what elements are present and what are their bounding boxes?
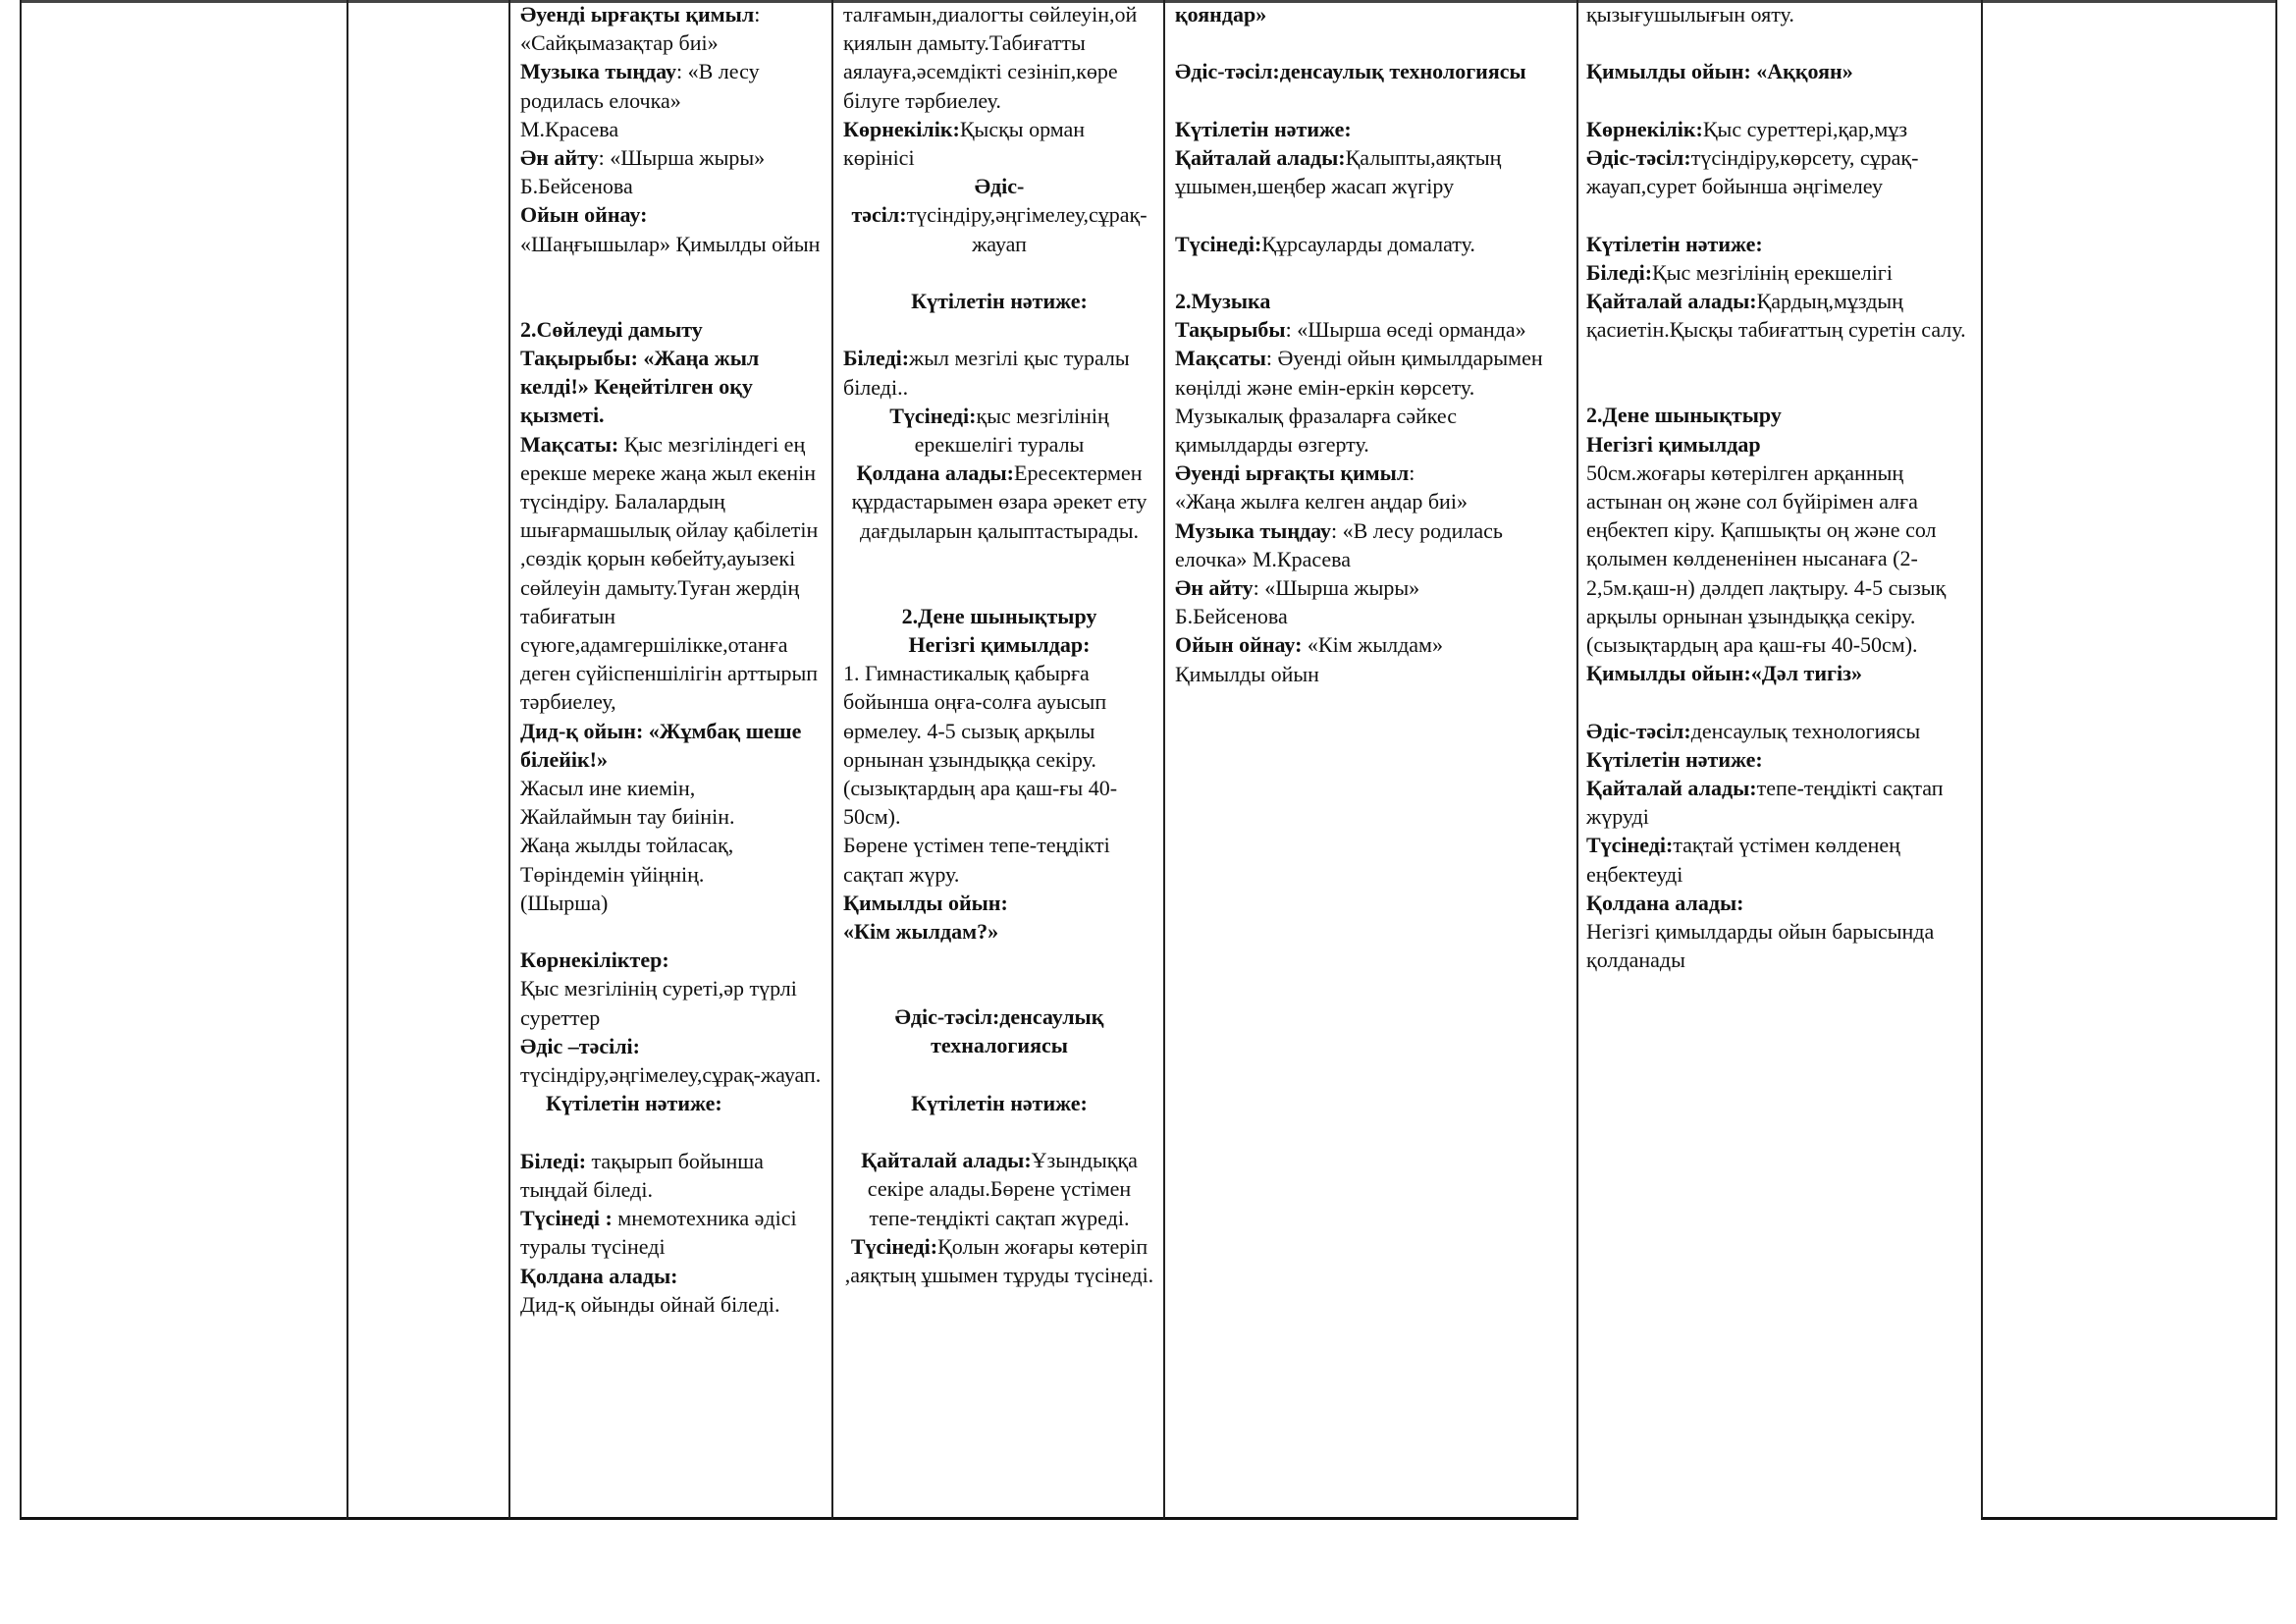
paragraph xyxy=(520,430,824,717)
paragraph xyxy=(1175,0,1567,28)
paragraph xyxy=(1586,287,1973,344)
paragraph xyxy=(1586,717,1973,745)
body-text: : «В лесу родилась елочка» xyxy=(520,59,760,113)
paragraph xyxy=(520,717,824,774)
table-column-1 xyxy=(20,0,348,1520)
bold-label: Қайталай алады: xyxy=(1175,144,1346,170)
paragraph-spacer xyxy=(520,917,824,946)
body-text: Ұзындыққа секіре алады.Бөрене үстімен тепе-теңдікті сақтап жүреді. xyxy=(867,1148,1138,1230)
body-text: Қыс суреттері,қар,мұз xyxy=(1702,116,1908,141)
bold-label: Түсінеді: xyxy=(1586,833,1674,858)
paragraph xyxy=(520,1060,824,1089)
paragraph xyxy=(1175,602,1567,630)
bold-label: Түсінеді: xyxy=(850,1233,938,1259)
paragraph xyxy=(1586,143,1973,200)
body-text: 1. Гимнастикалық қабырға бойынша оңға-солға ауысып өрмелеу. 4-5 сызық арқылы орнынан ұзындыққа секіру.(сызықтардың ара қаш-ғы 40-50см). xyxy=(843,661,1118,830)
bold-label: қояндар» xyxy=(1175,2,1267,27)
paragraph-spacer xyxy=(1586,687,1973,716)
paragraph xyxy=(520,1147,824,1204)
paragraph xyxy=(520,0,824,28)
bold-label: Күтілетін нәтиже: xyxy=(1586,231,1763,256)
bold-label: Музыка тыңдау xyxy=(1175,517,1332,543)
body-text: Бөрене үстімен тепе-теңдікті сақтап жүру. xyxy=(843,833,1110,887)
paragraph xyxy=(843,1089,1155,1117)
bold-label: Әдіс –тәсілі: xyxy=(520,1033,640,1058)
paragraph xyxy=(1175,57,1567,85)
bold-label: Күтілетін нәтиже: xyxy=(546,1091,722,1116)
body-text: : Әуенді ойын қимылдарымен көңілді және емін-еркін көрсету. Музыкалық фразаларға сәйкес қимылдарды өзгерту. xyxy=(1175,346,1543,457)
paragraph xyxy=(1175,115,1567,143)
paragraph xyxy=(1586,831,1973,888)
bold-label: Қимылды ойын:«Дәл тигіз» xyxy=(1586,661,1862,686)
body-text: «Сайқымазақтар биі» xyxy=(520,30,719,56)
bold-label: Музыка тыңдау xyxy=(520,59,677,84)
column-5-content xyxy=(1165,0,1576,688)
paragraph xyxy=(843,344,1155,401)
paragraph-spacer xyxy=(843,315,1155,344)
body-text: тақырып бойынша тыңдай біледі. xyxy=(520,1148,764,1202)
bold-label: Біледі: xyxy=(520,1148,592,1173)
paragraph xyxy=(1175,230,1567,258)
paragraph xyxy=(843,1002,1155,1059)
paragraph xyxy=(843,172,1155,258)
bold-label: Қолдана алады: xyxy=(520,1263,678,1288)
body-text: мнемотехника әдісі туралы түсінеді xyxy=(520,1206,797,1260)
body-text: Жаңа жылды тойласақ, xyxy=(520,833,734,858)
body-text: Б.Бейсенова xyxy=(520,174,633,199)
body-text: 50см.жоғары көтерілген арқанның астынан оң және сол бүйірімен алға еңбектеп кіру. Қапшықты оң және сол қолымен көлдененінен нысанаға (2-2,5м.қаш-н) дәлдеп лақтыру. 4-5 сызық арқылы орнынан ұзындыққа секіру.(сызықтардың ара қаш-ғы 40-50см). xyxy=(1586,460,1947,658)
paragraph xyxy=(843,917,1155,946)
bold-label: Негізгі қимылдар: xyxy=(908,632,1091,658)
bold-label: Күтілетін нәтиже: xyxy=(1586,746,1763,772)
bold-label: Біледі: xyxy=(843,346,910,371)
body-text: : «Шырша өседі орманда» xyxy=(1285,317,1526,343)
body-text: талғамын,диалогты сөйлеуін,ой қиялын дамыту.Табиғатты аялауға,әсемдікті сезініп,көре білуге тәрбиелеу. xyxy=(843,2,1138,113)
body-text: «Кім жылдам» xyxy=(1307,632,1443,658)
paragraph xyxy=(520,889,824,917)
paragraph xyxy=(843,602,1155,630)
paragraph xyxy=(843,659,1155,831)
bold-label: Түсінеді: xyxy=(1175,231,1262,256)
paragraph xyxy=(843,115,1155,172)
table-column-4 xyxy=(831,0,1165,1520)
paragraph xyxy=(1586,430,1973,459)
paragraph-spacer xyxy=(1586,28,1973,57)
bold-label: Әуенді ырғақты қимыл xyxy=(1175,460,1410,486)
paragraph xyxy=(843,1146,1155,1232)
paragraph xyxy=(1586,774,1973,831)
paragraph xyxy=(520,344,824,430)
body-text: Қолын жоғары көтеріп ,аяқтың ұшымен тұруды түсінеді. xyxy=(844,1233,1154,1288)
column-6-content xyxy=(1576,0,1983,974)
column-3-content xyxy=(510,0,833,1319)
bold-label: Ән айту xyxy=(1175,575,1254,600)
bold-label: «Кім жылдам?» xyxy=(843,919,999,945)
paragraph xyxy=(520,172,824,200)
paragraph xyxy=(520,315,824,344)
paragraph xyxy=(1175,630,1567,659)
bold-label: Тақырыбы xyxy=(1175,317,1286,343)
body-text: Қыс мезгілінің суреті,әр түрлі суреттер xyxy=(520,976,797,1030)
paragraph xyxy=(1175,143,1567,200)
bold-label: Күтілетін нәтиже: xyxy=(1175,116,1352,141)
table-column-2 xyxy=(347,0,510,1520)
bold-label: Қолдана алады: xyxy=(1586,890,1744,915)
paragraph xyxy=(1586,745,1973,774)
paragraph xyxy=(520,200,824,229)
bold-label: 2.Музыка xyxy=(1175,288,1271,313)
body-text: Жайлаймын тау биінін. xyxy=(520,804,735,830)
paragraph xyxy=(520,860,824,889)
bold-label: Әуенді ырғақты қимыл xyxy=(520,2,755,27)
paragraph xyxy=(1586,459,1973,659)
body-text: Ересектермен құрдастарымен өзара әрекет ету дағдыларын қалыптастырады. xyxy=(851,460,1148,543)
body-text: Қысқы орман көрінісі xyxy=(843,116,1086,171)
table-column-3 xyxy=(508,0,833,1520)
bold-label: Күтілетін нәтиже: xyxy=(911,1090,1088,1115)
paragraph xyxy=(520,1290,824,1319)
bold-label: Қайталай алады: xyxy=(1586,776,1757,801)
bold-label: Қимылды ойын: «Аққоян» xyxy=(1586,59,1853,84)
paragraph xyxy=(1175,573,1567,602)
paragraph-spacer xyxy=(1175,200,1567,229)
body-text: Құрсауларды домалату. xyxy=(1261,231,1475,256)
bold-label: Негізгі қимылдар xyxy=(1586,431,1761,457)
body-text: қыс мезгілінің ерекшелігі туралы xyxy=(914,403,1109,458)
body-text: Төріндемін үйіңнің. xyxy=(520,861,705,887)
body-text: «Жаңа жылға келген аңдар биі» xyxy=(1175,489,1468,514)
bold-label: Көрнекілік: xyxy=(1586,116,1703,141)
paragraph xyxy=(520,57,824,114)
body-text: Дид-қ ойынды ойнай біледі. xyxy=(520,1291,780,1317)
paragraph xyxy=(1586,401,1973,429)
paragraph xyxy=(520,974,824,1031)
body-text: Қимылды ойын xyxy=(1175,661,1319,686)
paragraph xyxy=(520,1032,824,1060)
bold-label: Қолдана алады: xyxy=(856,460,1015,486)
bold-label: Қимылды ойын: xyxy=(843,890,1008,915)
bold-label: Түсінеді : xyxy=(520,1206,618,1231)
body-text: Жасыл ине киемін, xyxy=(520,776,696,801)
paragraph xyxy=(520,831,824,859)
paragraph xyxy=(1586,917,1973,974)
paragraph xyxy=(520,1262,824,1290)
body-text: түсіндіру,әңгімелеу,сұрақ-жауап. xyxy=(520,1062,822,1088)
paragraph-spacer xyxy=(843,1060,1155,1089)
paragraph xyxy=(843,831,1155,888)
paragraph xyxy=(1586,115,1973,143)
paragraph-spacer xyxy=(1175,86,1567,115)
bold-label: Әдіс-тәсіл:денсаулық технологиясы xyxy=(1175,59,1526,84)
paragraph-spacer xyxy=(843,1117,1155,1146)
paragraph xyxy=(843,459,1155,545)
paragraph xyxy=(1586,57,1973,85)
body-text: : xyxy=(754,2,761,27)
bold-label: 2.Сөйлеуді дамыту xyxy=(520,316,703,342)
bold-label: Ойын ойнау: xyxy=(1175,632,1308,658)
body-text: тепе-теңдікті сақтап жүруді xyxy=(1586,776,1944,830)
paragraph xyxy=(1586,230,1973,258)
paragraph xyxy=(843,287,1155,315)
body-text: (Шырша) xyxy=(520,890,609,915)
paragraph-spacer xyxy=(1175,258,1567,287)
bold-label: Мақсаты xyxy=(1175,346,1266,371)
body-text: жыл мезгілі қыс туралы біледі.. xyxy=(843,346,1130,400)
paragraph xyxy=(520,230,824,258)
bold-label: Біледі: xyxy=(1586,259,1653,285)
paragraph-spacer xyxy=(843,946,1155,1002)
body-text: Негізгі қимылдарды ойын барысында қолданады xyxy=(1586,919,1935,973)
paragraph-spacer xyxy=(520,1118,824,1147)
bold-label: Әдіс-тәсіл:денсаулық техналогиясы xyxy=(894,1004,1104,1058)
paragraph xyxy=(520,28,824,57)
paragraph-spacer xyxy=(1586,344,1973,401)
table-column-6 xyxy=(1576,0,1983,1517)
body-text: Б.Бейсенова xyxy=(1175,604,1288,629)
body-text: тақтай үстімен көлденең еңбектеуді xyxy=(1586,833,1900,887)
paragraph xyxy=(1175,315,1567,344)
bold-label: Әдіс-тәсіл: xyxy=(1586,144,1691,170)
bold-label: 2.Дене шынықтыру xyxy=(901,603,1097,628)
table-column-5 xyxy=(1163,0,1578,1520)
paragraph xyxy=(520,1089,824,1117)
paragraph-spacer xyxy=(520,258,824,315)
paragraph xyxy=(843,889,1155,917)
paragraph xyxy=(843,630,1155,659)
bold-label: Түсінеді: xyxy=(889,403,977,428)
body-text: : xyxy=(1409,460,1415,486)
paragraph xyxy=(520,802,824,831)
body-text: «Шаңғышылар» Қимылды ойын xyxy=(520,231,821,256)
paragraph-spacer xyxy=(1586,200,1973,229)
paragraph xyxy=(843,1232,1155,1289)
paragraph xyxy=(520,115,824,143)
paragraph xyxy=(1175,516,1567,573)
body-text: түсіндіру,көрсету, сұрақ-жауап,сурет бойынша әңгімелеу xyxy=(1586,144,1919,199)
body-text: : «Шырша жыры» xyxy=(1253,575,1420,600)
body-text: : «В лесу родилась елочка» М.Красева xyxy=(1175,517,1503,571)
bold-label: Көрнекіліктер: xyxy=(520,947,669,973)
paragraph-spacer xyxy=(843,258,1155,287)
bold-label: Әдіс-тәсіл: xyxy=(1586,718,1691,743)
bold-label: Мақсаты: xyxy=(520,431,624,457)
body-text: Қыс мезгіліндегі ең ерекше мереке жаңа жыл екенін түсіндіру. Балалардың шығармашылық ойлау қабілетін ,сөздік қорын көбейту,ауызекі сөйлеуін дамыту.Туған жердің табиғатын сүюге,адамгершілікке,отанға деген сүйіспеншілігін арттырып тәрбиелеу, xyxy=(520,431,819,715)
paragraph xyxy=(1586,0,1973,28)
paragraph xyxy=(843,402,1155,459)
paragraph xyxy=(1586,889,1973,917)
body-text: Қалыпты,аяқтың ұшымен,шеңбер жасап жүгіру xyxy=(1175,144,1502,199)
paragraph xyxy=(1175,459,1567,487)
column-4-content xyxy=(833,0,1165,1289)
paragraph xyxy=(1175,344,1567,459)
bold-label: 2.Дене шынықтыру xyxy=(1586,403,1782,428)
paragraph xyxy=(520,774,824,802)
body-text: түсіндіру,әңгімелеу,сұрақ-жауап xyxy=(906,202,1148,256)
paragraph xyxy=(520,946,824,974)
paragraph xyxy=(1175,487,1567,515)
bold-label: Әдіс-тәсіл: xyxy=(851,174,1025,228)
body-text: М.Красева xyxy=(520,116,619,141)
bold-label: Қайталай алады: xyxy=(861,1148,1032,1173)
bold-label: Көрнекілік: xyxy=(843,116,960,141)
paragraph xyxy=(1175,287,1567,315)
paragraph xyxy=(843,0,1155,115)
body-text: қызығушылығын ояту. xyxy=(1586,2,1794,27)
bold-label: Күтілетін нәтиже: xyxy=(911,289,1088,314)
table-column-7 xyxy=(1981,0,2277,1520)
paragraph xyxy=(1586,659,1973,687)
paragraph xyxy=(520,143,824,172)
bold-label: Ән айту xyxy=(520,145,599,171)
paragraph-spacer xyxy=(843,545,1155,602)
body-text: денсаулық технологиясы xyxy=(1690,718,1921,743)
bold-label: Тақырыбы: «Жаңа жыл келді!» Кеңейтілген оқу қызметі. xyxy=(520,346,760,428)
paragraph-spacer xyxy=(1586,86,1973,115)
paragraph-spacer xyxy=(1175,28,1567,57)
body-text: Қардың,мұздың қасиетін.Қысқы табиғаттың суретін салу. xyxy=(1586,288,1966,343)
paragraph xyxy=(520,1204,824,1261)
paragraph xyxy=(1175,660,1567,688)
bold-label: Ойын ойнау: xyxy=(520,202,648,228)
body-text: : «Шырша жыры» xyxy=(598,145,766,171)
bold-label: Қайталай алады: xyxy=(1586,288,1757,313)
bold-label: Дид-қ ойын: «Жұмбақ шеше білейік!» xyxy=(520,718,802,772)
body-text: Қыс мезгілінің ерекшелігі xyxy=(1652,259,1893,285)
paragraph xyxy=(1586,258,1973,287)
